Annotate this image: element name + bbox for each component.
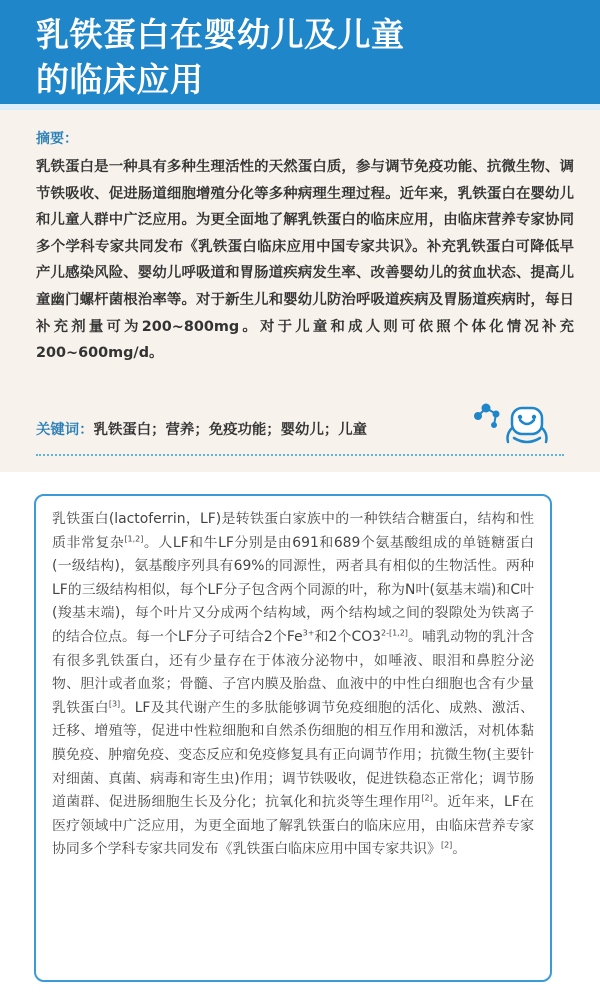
intro-text-segment: 乳铁蛋白(lactoferrin，LF)是转铁蛋白家族中的一种铁结合糖蛋白，结构和性质非常复杂 xyxy=(52,511,534,551)
citation-ref: [2] xyxy=(440,840,453,850)
keywords-label: 关键词： xyxy=(36,422,94,438)
smiling-robot-with-molecule-icon xyxy=(468,398,550,454)
keywords-row xyxy=(36,418,367,442)
title-banner xyxy=(0,0,600,110)
intro-text-segment: 。人LF和牛LF分别是由691和689个氨基酸组成的单链糖蛋白(一级结构)，氨基酸序列具有69%的同源性，两者具有相似的生物活性。两种LF的三级结构相似，每个LF分子包含两个同源的叶，称为N叶(氨基末端)和C叶(羧基末端)，每个叶片又分成两个结构域，两个结构域之间的裂隙处为铁离子的结合位点。每一个LF分子可结合2个Fe xyxy=(52,534,534,645)
ion-charge-citation: 2-[1,2] xyxy=(380,628,408,638)
intro-text-segment: 。哺乳动物的乳汁含有很多乳铁蛋白，还有少量存在于体液分泌物中，如唾液、眼泪和鼻腔分泌物、胆汁或者血浆；骨髓、子宫内膜及胎盘、血液中的中性白细胞也含有少量乳铁蛋白 xyxy=(52,628,534,716)
intro-text-segment: 和2个CO3 xyxy=(314,628,381,645)
page-title-line-1: 乳铁蛋白在婴幼儿及儿童 xyxy=(36,15,405,54)
citation-ref: [3] xyxy=(108,699,121,709)
page-title xyxy=(36,12,576,102)
intro-text-segment: 。 xyxy=(452,841,467,858)
intro-paragraph xyxy=(52,508,534,862)
ion-charge: 3+ xyxy=(302,628,315,638)
abstract-label: 摘要： xyxy=(36,131,78,147)
citation-ref: [2] xyxy=(421,793,433,803)
citation-ref: [1,2] xyxy=(124,533,144,543)
abstract-panel xyxy=(0,110,600,472)
intro-text-box xyxy=(34,494,552,982)
keywords-text: 乳铁蛋白；营养；免疫功能；婴幼儿；儿童 xyxy=(93,422,368,438)
page-title-line-2: 的临床应用 xyxy=(36,60,204,99)
abstract-text: 乳铁蛋白是一种具有多种生理活性的天然蛋白质，参与调节免疫功能、抗微生物、调节铁吸收、促进肠道细胞增殖分化等多种病理生理过程。近年来，乳铁蛋白在婴幼儿和儿童人群中广泛应用。为更全面地了解乳铁蛋白的临床应用，由临床营养专家协同多个学科专家共同发布《乳铁蛋白临床应用中国专家共识》。补充乳铁蛋白可降低早产儿感染风险、婴幼儿呼吸道和胃肠道疾病发生率、改善婴幼儿的贫血状态、提高儿童幽门螺杆菌根治率等。对于新生儿和婴幼儿防治呼吸道疾病及胃肠道疾病时，每日补充剂量可为200~800mg。对于儿童和成人则可依照个体化情况补充200~600mg/d。 xyxy=(36,159,574,362)
intro-text-segment: 。LF及其代谢产生的多肽能够调节免疫细胞的活化、成熟、激活、迁移、增殖等，促进中性粒细胞和自然杀伤细胞的相互作用和激活，对机体黏膜免疫、肿瘤免疫、变态反应和免疫修复具有正向调节作用；抗微生物(主要针对细菌、真菌、病毒和寄生虫)作用；调节铁吸收，促进铁稳态正常化；调节肠道菌群、促进肠细胞生长及分化；抗氧化和抗炎等生理作用 xyxy=(52,699,534,811)
section-divider xyxy=(36,454,564,456)
intro-text-segment: 。近年来，LF在医疗领域中广泛应用，为更全面地了解乳铁蛋白的临床应用，由临床营养专家协同多个学科专家共同发布《乳铁蛋白临床应用中国专家共识》 xyxy=(52,794,534,858)
